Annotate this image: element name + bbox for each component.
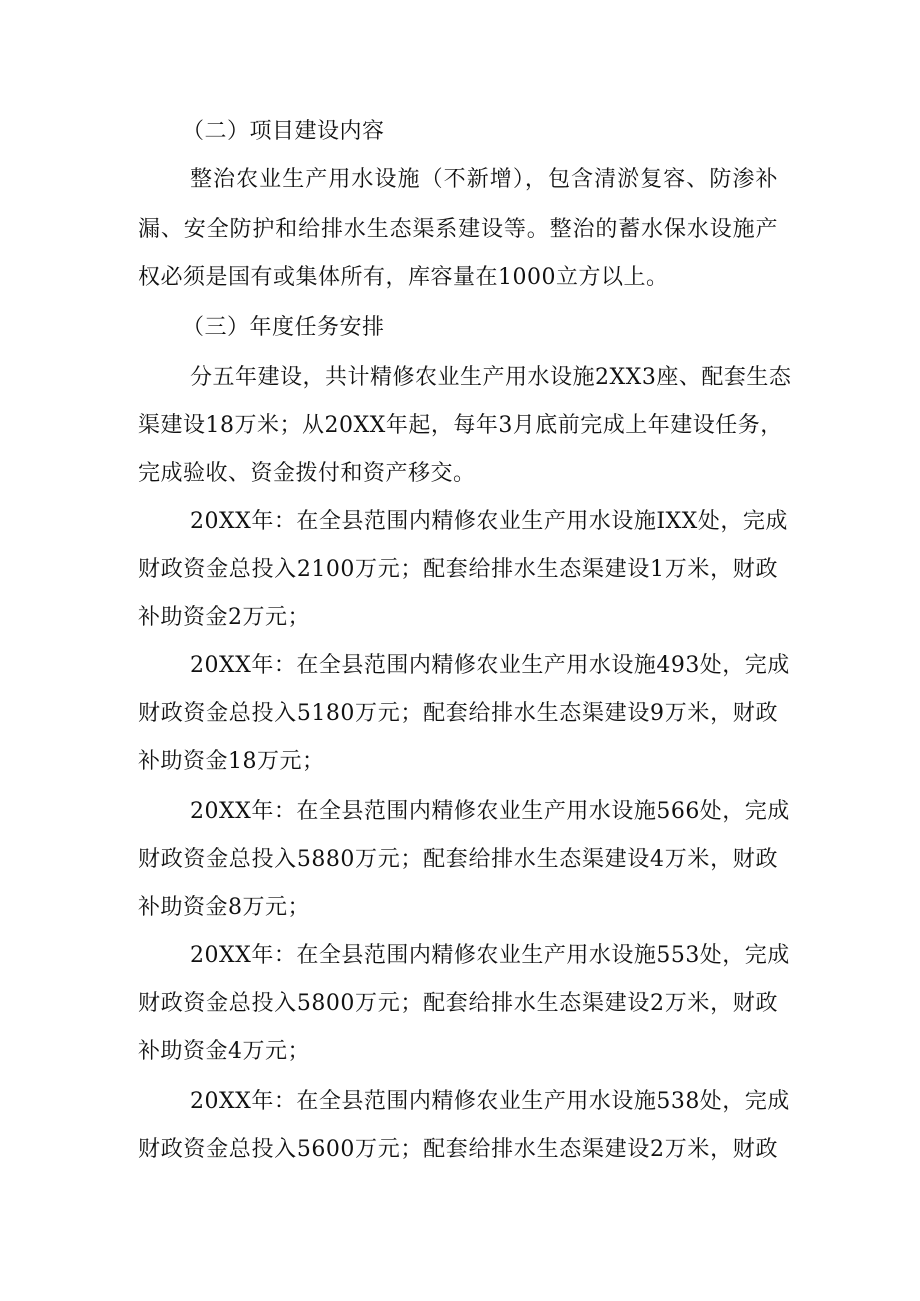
year-item-line: 20XX年：在全县范围内精修农业生产用水设施493处，完成: [190, 653, 790, 678]
year-item-line: 20XX年：在全县范围内精修农业生产用水设施566处，完成: [190, 799, 790, 824]
paragraph-line: 完成验收、资金拨付和资产移交。: [138, 461, 476, 486]
year-item-line: 补助资金8万元；: [138, 895, 310, 920]
year-item-line: 20XX年：在全县范围内精修农业生产用水设施IXX处，完成: [190, 509, 788, 534]
year-item-line: 20XX年：在全县范围内精修农业生产用水设施538处，完成: [190, 1089, 790, 1114]
section-heading-annual-tasks: （三）年度任务安排: [182, 315, 385, 340]
paragraph-line: 漏、安全防护和给排水生态渠系建设等。整治的蓄水保水设施产: [138, 217, 778, 242]
paragraph-line: 权必须是国有或集体所有，库容量在1000立方以上。: [138, 265, 669, 290]
year-item-line: 财政资金总投入5600万元；配套给排水生态渠建设2万米，财政: [138, 1137, 778, 1162]
paragraph-line: 分五年建设，共计精修农业生产用水设施2XX3座、配套生态: [190, 365, 792, 390]
paragraph-line: 整治农业生产用水设施（不新增），包含清淤复容、防渗补: [190, 167, 778, 192]
year-item-line: 补助资金2万元；: [138, 605, 310, 630]
year-item-line: 财政资金总投入5800万元；配套给排水生态渠建设2万米，财政: [138, 991, 778, 1016]
year-item-line: 财政资金总投入2100万元；配套给排水生态渠建设1万米，财政: [138, 557, 778, 582]
year-item-line: 补助资金4万元；: [138, 1039, 310, 1064]
year-item-line: 财政资金总投入5180万元；配套给排水生态渠建设9万米，财政: [138, 701, 778, 726]
year-item-line: 补助资金18万元；: [138, 749, 325, 774]
year-item-line: 财政资金总投入5880万元；配套给排水生态渠建设4万米，财政: [138, 847, 778, 872]
section-heading-project-content: （二）项目建设内容: [182, 119, 385, 144]
year-item-line: 20XX年：在全县范围内精修农业生产用水设施553处，完成: [190, 943, 790, 968]
paragraph-line: 渠建设18万米；从20XX年起，每年3月底前完成上年建设任务，: [138, 413, 783, 438]
